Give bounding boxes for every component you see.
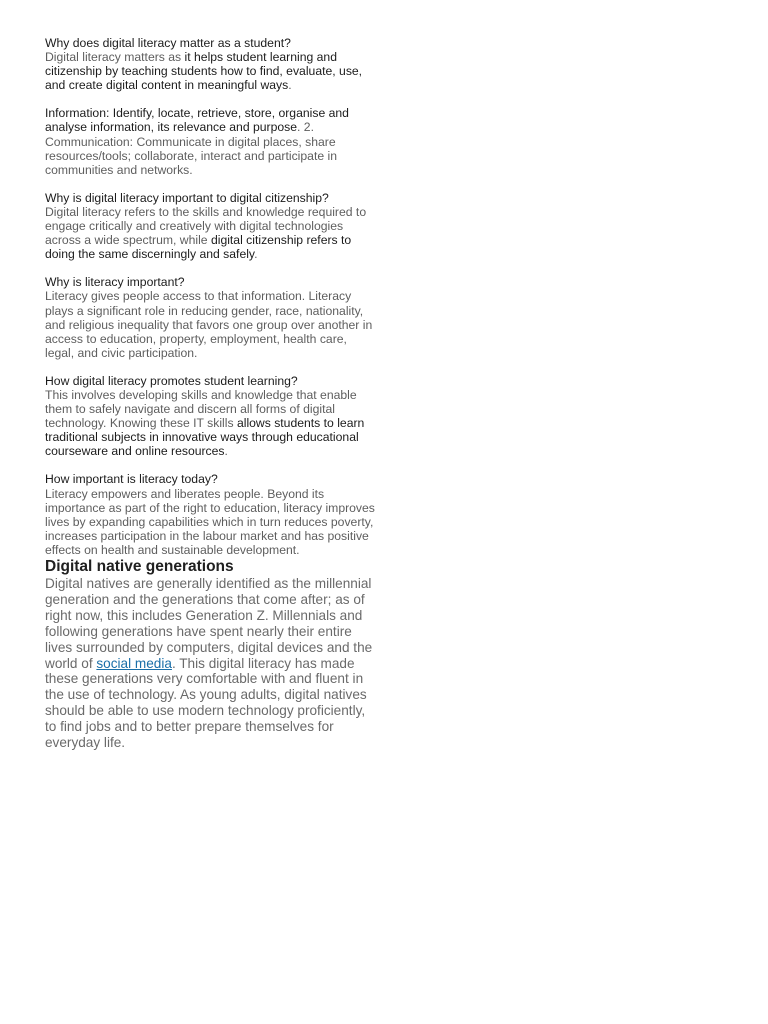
answer-text: .: [254, 247, 258, 262]
answer-paragraph: [45, 388, 375, 458]
answer-text: .: [224, 444, 228, 459]
answer-paragraph: [45, 205, 375, 261]
answer-highlight: digital citizenship refers to doing the same discerningly and safely: [45, 233, 352, 262]
question-heading: Why does digital literacy matter as a student?: [45, 36, 291, 50]
social-media-link[interactable]: social media: [96, 655, 172, 671]
text-column: [45, 36, 375, 751]
section-digital-citizenship: [45, 191, 375, 261]
answer-text: . 2. Communication: Communicate in digital places, share resources/tools; collaborate, interact and participate in communities and networks.: [45, 120, 337, 177]
answer-text: Digital literacy matters as: [45, 50, 185, 65]
question-heading: How important is literacy today?: [45, 472, 218, 487]
question-heading: Why is literacy important?: [45, 275, 185, 290]
answer-text: Digital literacy refers to the skills and knowledge required to engage critically and creatively with digital technologies across a wide spectrum, while: [45, 204, 367, 248]
answer-paragraph: [45, 106, 375, 176]
answer-paragraph: [45, 289, 375, 359]
body-text: Digital natives are generally identified as the millennial generation and the generations that come after; as of right now, this includes Generation Z. Millennials and following generations have spent nearly their entire lives surrounded by computers, digital devices and the world of: [45, 576, 373, 671]
body-paragraph: [45, 576, 375, 751]
section-heading: Digital native generations: [45, 558, 234, 575]
answer-highlight: allows students to learn traditional subjects in innovative ways through educational courseware and online resources: [45, 416, 365, 459]
answer-text: Literacy gives people access to that information. Literacy plays a significant role in reducing gender, race, nationality, and religious inequality that favors one group over another in access to education, property, employment, health care, legal, and civic participation.: [45, 289, 373, 360]
answer-paragraph: [45, 50, 375, 92]
answer-text: .: [288, 78, 292, 93]
question-heading: How digital literacy promotes student learning?: [45, 373, 298, 388]
section-student-learning: [45, 374, 375, 459]
body-text: . This digital literacy has made these generations very comfortable with and fluent in the use of technology. As young adults, digital natives should be able to use modern technology proficiently, to find jobs and to better prepare themselves for everyday life.: [45, 655, 367, 751]
answer-highlight: Information: Identify, locate, retrieve, store, organise and analyse information, its relevance and purpose: [45, 106, 349, 135]
section-information-communication: [45, 106, 375, 176]
answer-paragraph: [45, 487, 375, 557]
question-heading: Why is digital literacy important to digital citizenship?: [45, 190, 329, 205]
section-literacy-today: [45, 472, 375, 557]
section-digital-literacy-student: [45, 36, 375, 92]
answer-text: Literacy empowers and liberates people. Beyond its importance as part of the right to education, literacy improves lives by expanding capabilities which in turn reduces poverty, increases participation in the labour market and has positive effects on health and sustainable development.: [45, 486, 375, 557]
answer-text: This involves developing skills and knowledge that enable them to safely navigate and discern all forms of digital technology. Knowing these IT skills: [45, 387, 357, 431]
section-literacy-importance: [45, 275, 375, 360]
answer-highlight: it helps student learning and citizenship by teaching students how to find, evaluate, use, and create digital content in meaningful ways: [45, 50, 363, 93]
